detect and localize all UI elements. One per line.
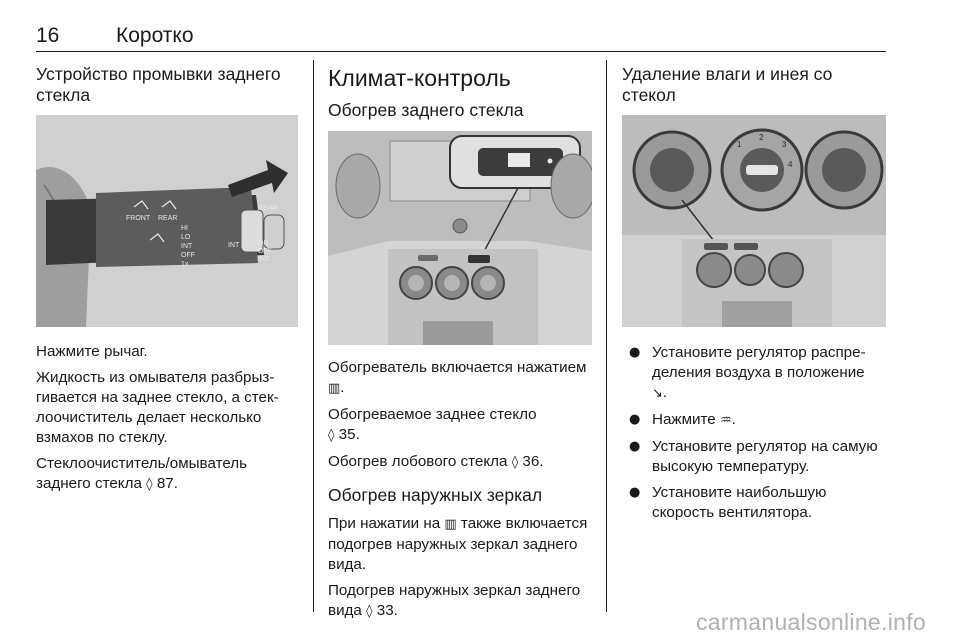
- step-2-text: Нажмите: [652, 411, 716, 428]
- dial-number-2: 2: [759, 133, 764, 142]
- dial-number-3: 3: [782, 140, 787, 149]
- reference-arrow-icon: ◊: [366, 604, 373, 619]
- rear-heater-icon: ▥: [328, 381, 341, 396]
- lever-label-hi: HI: [181, 225, 188, 232]
- airflow-icon: ↘: [652, 386, 663, 401]
- rear-washer-heading: Устройство промывки заднего стекла: [36, 64, 281, 105]
- defrost-steps: [622, 343, 886, 523]
- lever-label-off-2: OFF: [258, 248, 272, 255]
- column-rear-washer: [36, 64, 298, 501]
- ref-text-rear-wiper: Стеклоочиститель/омыватель заднего стекла: [36, 455, 248, 492]
- col2-paragraph-1: [328, 358, 592, 399]
- mirror-text-before: При нажатии на: [328, 515, 441, 532]
- mirror-text-after: также включается подогрев наружных зеркал заднего вида.: [328, 515, 588, 573]
- lever-label-lo: LO: [181, 234, 191, 241]
- list-item: [622, 437, 886, 477]
- list-item: [622, 483, 886, 523]
- list-item: [622, 343, 886, 404]
- bullet-icon: ●: [629, 439, 641, 454]
- lever-label-1x: 1x: [181, 261, 189, 268]
- column-climate: [328, 64, 592, 628]
- heater-text-before: Обогреватель включается нажатием: [328, 359, 587, 376]
- lever-label-rear: REAR: [158, 215, 178, 222]
- column-defrost: [622, 64, 886, 529]
- defrost-icon: ♒: [719, 413, 732, 428]
- lever-label-on: ON: [258, 240, 269, 247]
- page-number: 16: [36, 24, 60, 47]
- heater-text-after: .: [340, 379, 345, 396]
- step-2-after: .: [731, 411, 736, 428]
- col2-reference-3: [328, 581, 592, 622]
- lever-label-int-2: INT: [228, 242, 240, 249]
- ref-page-heated-rear-window[interactable]: 35.: [338, 426, 360, 443]
- lever-label-int-3: INT: [258, 256, 270, 263]
- section-title: Коротко: [116, 24, 194, 47]
- ref-page-heated-mirrors[interactable]: 33.: [376, 602, 398, 619]
- dial-number-4: 4: [788, 160, 793, 169]
- step-3-text: Установите регулятор на самую высокую температуру.: [652, 438, 878, 475]
- dial-number-1: 1: [737, 140, 742, 149]
- ref-page-windshield-heating[interactable]: 36.: [522, 453, 544, 470]
- step-4-text: Установите наибольшую скорость вентилятора.: [652, 484, 827, 521]
- column-divider-2: [606, 60, 607, 612]
- ref-text-heated-rear-window: Обогреваемое заднее стекло: [328, 406, 537, 423]
- col2-reference-1: [328, 405, 592, 446]
- lever-illustration: [36, 115, 298, 327]
- ref-page-rear-wiper[interactable]: 87.: [156, 475, 178, 492]
- list-item: [622, 410, 886, 431]
- defrost-heading: Удаление влаги и инея со стекол: [622, 64, 833, 105]
- col1-reference: [36, 454, 298, 495]
- rear-heater-heading: Обогрев заднего стекла: [328, 100, 524, 120]
- step-1-after: .: [662, 384, 668, 401]
- lever-label-front: FRONT: [126, 215, 151, 222]
- col1-paragraph-1: Нажмите рычаг.: [36, 343, 148, 360]
- lever-label-off: OFF: [181, 252, 195, 259]
- rear-heater-icon: ▥: [444, 517, 457, 532]
- bullet-icon: ●: [629, 485, 641, 500]
- reference-arrow-icon: ◊: [328, 428, 335, 443]
- dashboard-illustration: [328, 131, 592, 345]
- reference-arrow-icon: ◊: [511, 455, 519, 470]
- col2-paragraph-2: [328, 514, 592, 575]
- col1-paragraph-2: Жидкость из омывателя разбрызгивается на заднее стекло, а стеклоочиститель делает несколько взмахов по стеклу.: [36, 369, 279, 446]
- ref-text-windshield-heating: Обогрев лобового стекла: [328, 453, 508, 470]
- page-header: [36, 24, 886, 50]
- watermark: carmanualsonline.info: [695, 609, 926, 635]
- lever-label-rear-2: REAR: [258, 205, 278, 212]
- reference-arrow-icon: ◊: [146, 477, 153, 492]
- header-rule: [36, 51, 886, 52]
- col2-reference-2: [328, 452, 592, 473]
- column-divider-1: [313, 60, 314, 612]
- bullet-icon: ●: [629, 412, 641, 427]
- ref-text-heated-mirrors: Подогрев наружных зеркал заднего вида: [328, 582, 581, 619]
- step-1-text: Установите регулятор распределения воздуха в положение: [652, 344, 866, 381]
- climate-heading: Климат-контроль: [328, 65, 511, 91]
- lever-label-int: INT: [181, 243, 193, 250]
- mirror-heating-heading: Обогрев наружных зеркал: [328, 485, 543, 505]
- climate-panel-illustration: [622, 115, 886, 327]
- bullet-icon: ●: [629, 345, 641, 360]
